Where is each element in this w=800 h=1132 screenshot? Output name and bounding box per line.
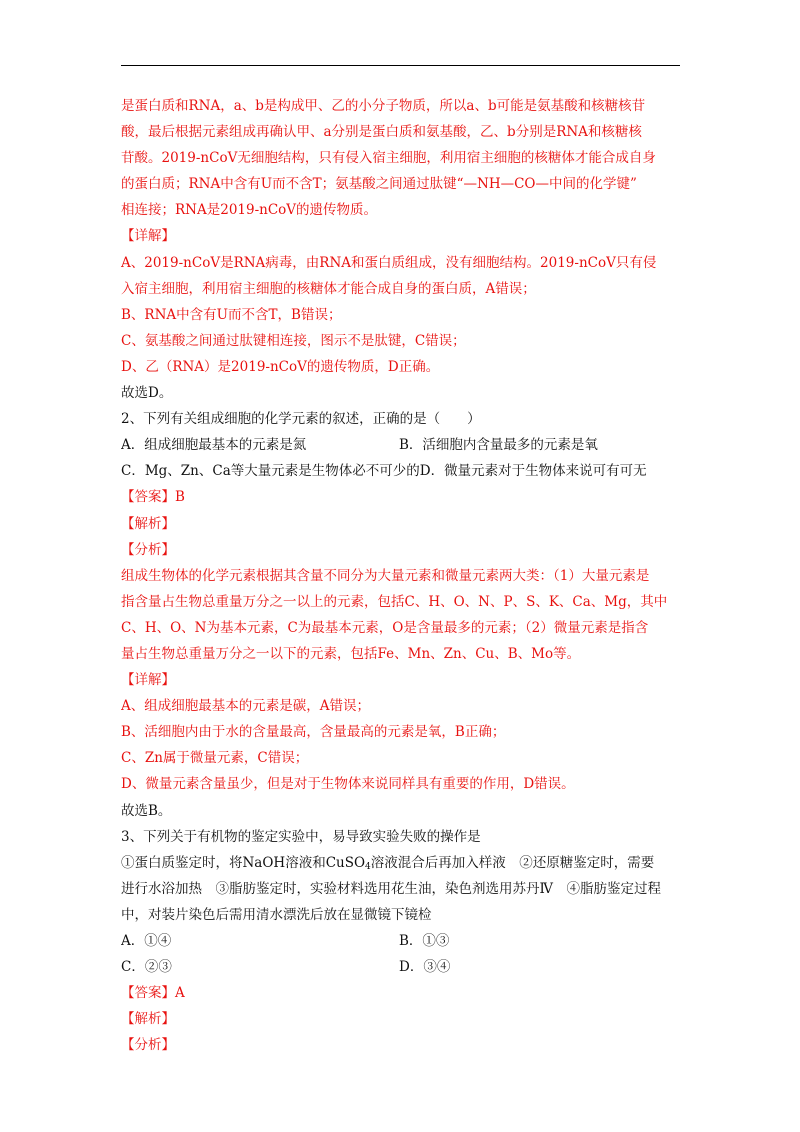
detail-line: B、RNA中含有U而不含T，B错误； <box>121 306 342 323</box>
fenxi-label: 【分析】 <box>121 1037 175 1054</box>
fenxi-line: 指含量占生物总重量万分之一以上的元素，包括C、H、O、N、P、S、K、Ca、Mg，其中 <box>121 593 668 610</box>
option-d: D．③④ <box>399 959 451 976</box>
question-2-stem: 2、下列有关组成细胞的化学元素的叙述，正确的是（ ） <box>121 411 481 428</box>
answer: 【答案】A <box>121 985 185 1002</box>
detail-line: 入宿主细胞，利用宿主细胞的核糖体才能合成自身的蛋白质，A错误； <box>121 280 536 297</box>
detail-line: C、Zn属于微量元素，C错误； <box>121 750 309 767</box>
analysis-line: 酸，最后根据元素组成再确认甲、a分别是蛋白质和氨基酸，乙、b分别是RNA和核糖核 <box>121 124 642 141</box>
question-3-body-line: 进行水浴加热 ③脂肪鉴定时，实验材料选用花生油，染色剂选用苏丹Ⅳ ④脂肪鉴定过程 <box>121 880 661 897</box>
question-3-text: 溶液混合后再加入样液 ②还原糖鉴定时，需要 <box>370 854 655 871</box>
question-3-options-row-2 <box>121 954 681 980</box>
header-rule <box>121 65 680 66</box>
option-d: D．微量元素对于生物体来说可有可无 <box>419 463 647 480</box>
option-a: A．组成细胞最基本的元素是氮 <box>121 437 307 454</box>
analysis-label: 【解析】 <box>121 515 175 532</box>
question-3-body-line <box>121 850 681 876</box>
question-3-body-line: 中，对装片染色后需用清水漂洗后放在显微镜下镜检 <box>121 906 432 923</box>
analysis-line: 是蛋白质和RNA，a、b是构成甲、乙的小分子物质，所以a、b可能是氨基酸和核糖核苷 <box>121 98 646 114</box>
analysis-line: 苷酸。2019-nCoV无细胞结构，只有侵入宿主细胞，利用宿主细胞的核糖体才能合成自身 <box>121 150 656 167</box>
answer: 【答案】B <box>121 489 185 506</box>
detail-line: D、微量元素含量虽少，但是对于生物体来说同样具有重要的作用，D错误。 <box>121 776 575 793</box>
detail-line: B、活细胞内由于水的含量最高，含量最高的元素是氧，B正确； <box>121 724 506 741</box>
option-c: C．②③ <box>121 959 172 976</box>
subscript: 4 <box>365 861 371 872</box>
option-b: B．①③ <box>399 933 450 949</box>
document-body <box>121 93 681 1058</box>
detail-line: C、氨基酸之间通过肽键相连接，图示不是肽键，C错误； <box>121 332 466 349</box>
fenxi-line: 组成生物体的化学元素根据其含量不同分为大量元素和微量元素两大类：（1）大量元素是 <box>121 567 650 584</box>
analysis-line: 相连接；RNA是2019-nCoV的遗传物质。 <box>121 202 378 219</box>
option-c: C．Mg、Zn、Ca等大量元素是生物体必不可少的 <box>121 463 420 480</box>
conclusion: 故选D。 <box>121 385 173 402</box>
question-3-options-row-1 <box>121 928 681 954</box>
detail-line: A、2019-nCoV是RNA病毒，由RNA和蛋白质组成，没有细胞结构。2019-nCoV只有侵 <box>121 254 657 271</box>
analysis-label: 【解析】 <box>121 1011 175 1028</box>
question-3-text: ①蛋白质鉴定时，将NaOH溶液和CuSO <box>121 854 366 871</box>
fenxi-line: C、H、O、N为基本元素，C为最基本元素，O是含量最多的元素；（2）微量元素是指含 <box>121 619 649 636</box>
option-b: B．活细胞内含量最多的元素是氧 <box>399 437 598 454</box>
question-3-stem: 3、下列关于有机物的鉴定实验中，易导致实验失败的操作是 <box>121 828 481 845</box>
detail-label: 【详解】 <box>121 672 175 689</box>
question-2-options-row-1 <box>121 432 681 458</box>
conclusion: 故选B。 <box>121 802 172 819</box>
fenxi-line: 量占生物总重量万分之一以下的元素，包括Fe、Mn、Zn、Cu、B、Mo等。 <box>121 645 581 662</box>
analysis-line: 的蛋白质；RNA中含有U而不含T；氨基酸之间通过肽键“—NH—CO—中间的化学键” <box>121 176 637 193</box>
question-2-options-row-2 <box>121 458 681 484</box>
fenxi-label: 【分析】 <box>121 541 175 558</box>
detail-line: A、组成细胞最基本的元素是碳，A错误； <box>121 698 370 715</box>
option-a: A．①④ <box>121 933 172 949</box>
detail-label: 【详解】 <box>121 228 175 245</box>
detail-line: D、乙（RNA）是2019-nCoV的遗传物质，D正确。 <box>121 358 440 375</box>
